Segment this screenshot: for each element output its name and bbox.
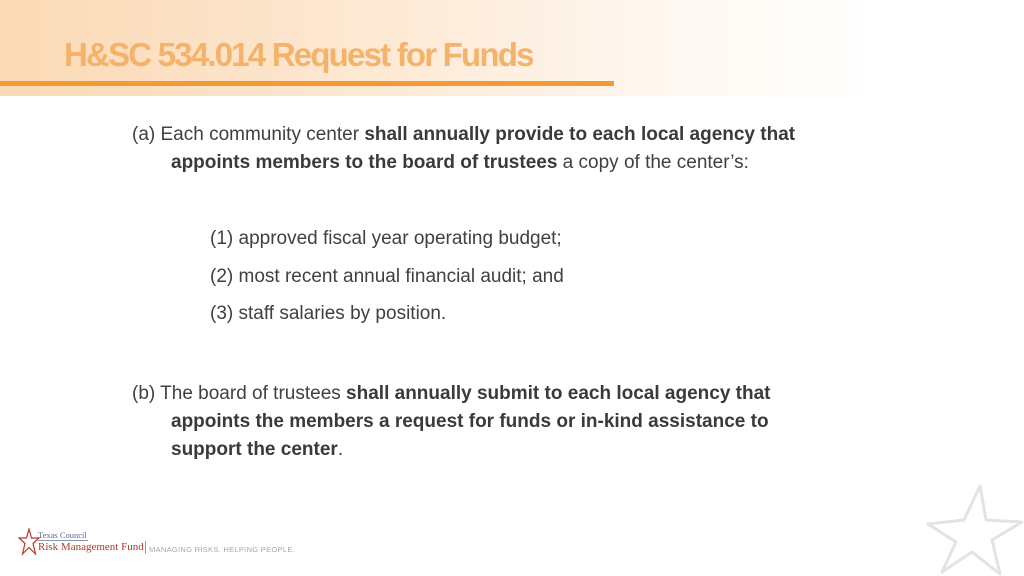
list-item: (3) staff salaries by position.	[210, 303, 447, 324]
footer-tagline: MANAGING RISKS. HELPING PEOPLE.	[149, 545, 296, 554]
paragraph-a-tail: a copy of the center’s:	[557, 152, 749, 173]
paragraph-b-bold-3: support the center	[171, 439, 338, 460]
paragraph-a-lead: (a) Each community center	[132, 124, 365, 145]
paragraph-b-bold-2: appoints the members a request for funds or in-kind assistance to	[171, 411, 769, 432]
paragraph-a-bold-2: appoints members to the board of trustees	[171, 152, 558, 173]
logo-text-risk-management-fund: Risk Management Fund	[38, 541, 144, 553]
sub-item-list	[210, 225, 564, 338]
star-outline-icon	[18, 528, 40, 556]
paragraph-b-line-2	[132, 408, 885, 436]
list-item: (2) most recent annual financial audit; and	[210, 265, 564, 287]
paragraph-b-lead: (b) The board of trustees	[132, 383, 347, 404]
paragraph-b-tail: .	[337, 439, 344, 460]
paragraph-b-line-3	[132, 436, 885, 464]
paragraph-a	[132, 121, 885, 177]
large-star-outline-icon	[926, 484, 1024, 576]
slide-title: H&SC 534.014 Request for Funds	[64, 36, 533, 73]
footer-separator	[145, 541, 146, 554]
title-underline	[0, 81, 614, 86]
paragraph-b-bold-1: shall annually submit to each local agency that	[346, 383, 771, 404]
logo-text-texas-council: Texas Council	[38, 530, 87, 540]
paragraph-b	[132, 380, 885, 464]
list-item: (1) approved fiscal year operating budget;	[210, 228, 562, 249]
paragraph-a-bold-1: shall annually provide to each local agency that	[364, 124, 796, 145]
paragraph-a-line-2	[132, 149, 885, 177]
